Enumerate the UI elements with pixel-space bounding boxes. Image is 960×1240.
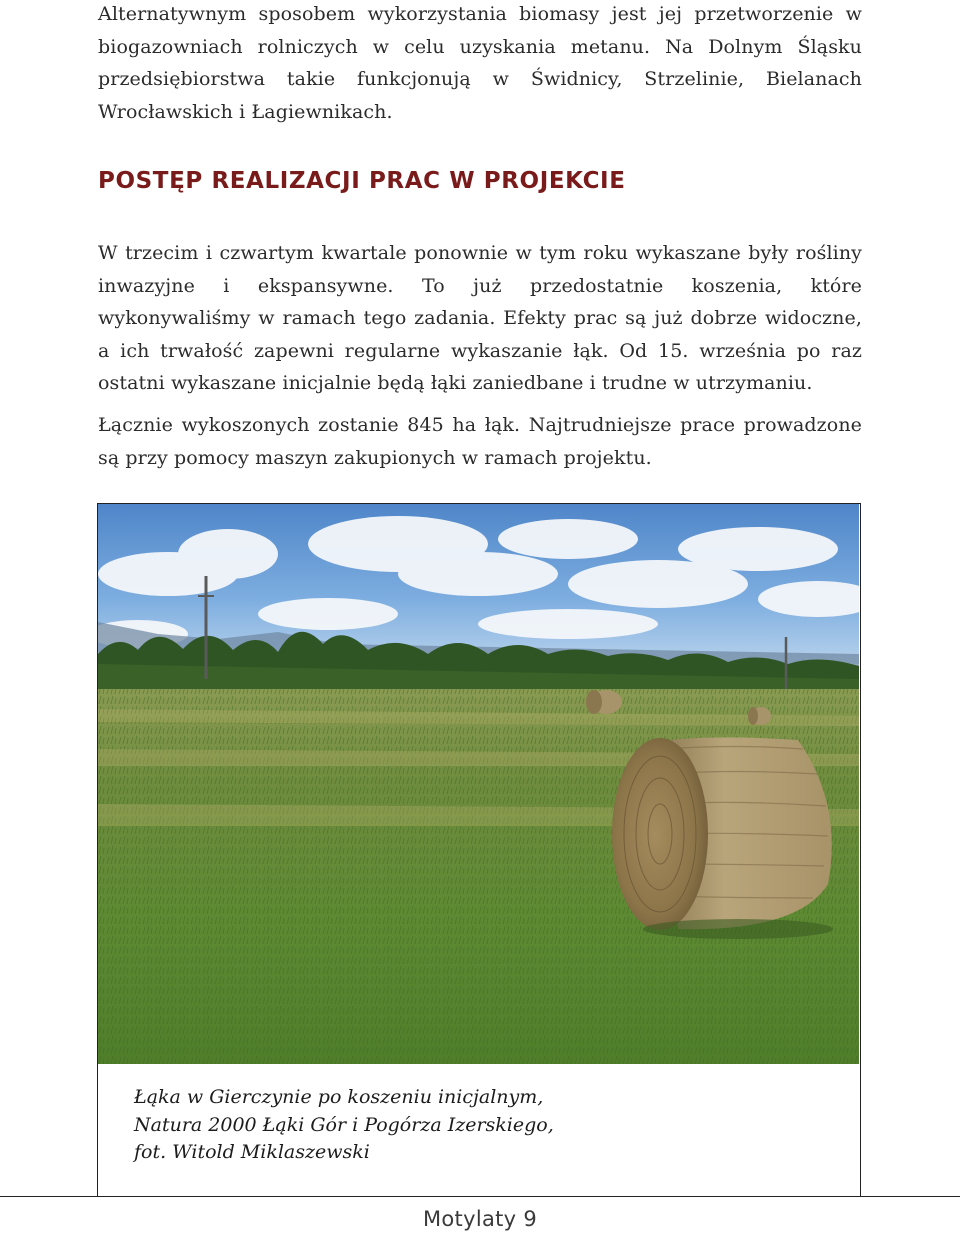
body-paragraph-2: Łącznie wykoszonych zostanie 845 ha łąk. Najtrudniejsze prace prowadzone są przy pomocy maszyn zakupionych w ramach projektu. xyxy=(98,414,862,469)
intro-paragraph: Alternatywnym sposobem wykorzystania biomasy jest jej przetworzenie w biogazowniach rolniczych w celu uzyskania metanu. Na Dolnym Śląsku przedsiębiorstwa takie funkcjonują w Świdnicy, Strzelinie, Bielanach Wrocławskich i Łagiewnikach. xyxy=(98,3,862,123)
photo-caption xyxy=(134,1084,734,1167)
caption-line-1: Łąka w Gierczynie po koszeniu inicjalnym, xyxy=(134,1086,544,1108)
page-footer: Motylaty 9 xyxy=(422,1207,538,1231)
section-heading: POSTĘP REALIZACJI PRAC W PROJEKCIE xyxy=(98,168,626,194)
body-paragraph-1: W trzecim i czwartym kwartale ponownie w tym roku wykaszane były rośliny inwazyjne i ekspansywne. To już przedostatnie koszenia, które wykonywaliśmy w ramach tego zadania. Efekty prac są już dobrze widoczne, a ich trwałość zapewni regularne wykaszanie łąk. Od 15. września po raz ostatni wykaszane inicjalnie będą łąki zaniedbane i trudne w utrzymaniu. xyxy=(98,242,862,394)
caption-line-3: fot. Witold Miklaszewski xyxy=(134,1141,370,1163)
meadow-photo xyxy=(98,504,859,1064)
footer-divider xyxy=(0,1196,960,1197)
photo-figure xyxy=(97,503,861,1196)
caption-line-2: Natura 2000 Łąki Gór i Pogórza Izerskiego, xyxy=(134,1113,554,1136)
